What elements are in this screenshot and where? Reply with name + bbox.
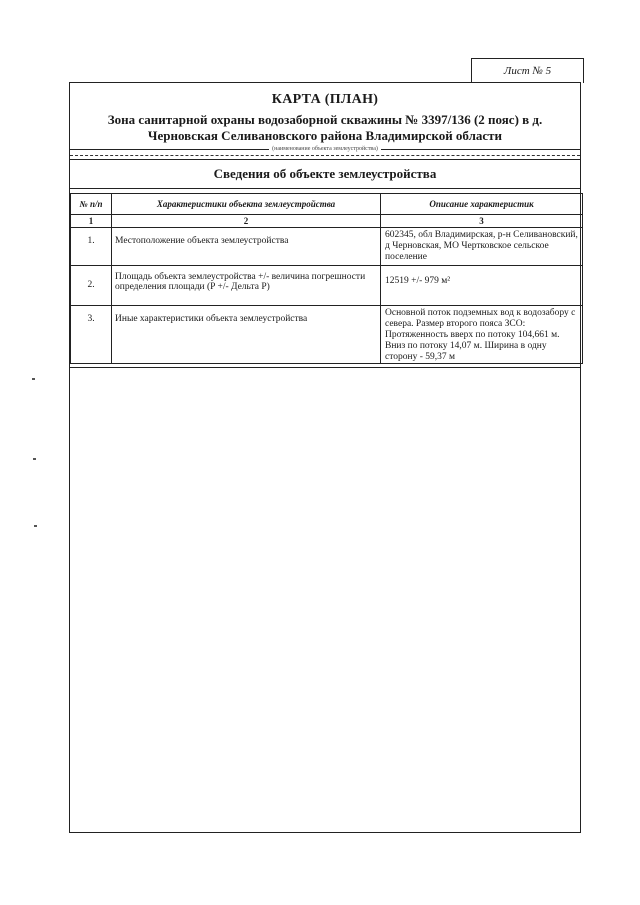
row-description: 602345, обл Владимирская, р-н Селивановский, д Черновская, МО Чертковское сельское поселение — [381, 228, 583, 266]
column-number: 1 — [71, 215, 112, 228]
section-title: Сведения об объекте землеустройства — [213, 166, 437, 181]
row-number: 3. — [71, 306, 112, 364]
row-characteristic: Местоположение объекта землеустройства — [112, 228, 381, 266]
row-characteristic: Иные характеристики объекта землеустройства — [112, 306, 381, 364]
document-title: КАРТА (ПЛАН) — [271, 92, 379, 107]
dashed-separator — [70, 155, 580, 156]
row-characteristic: Площадь объекта землеустройства +/- величина погрешности определения площади (P +/- Дельта P) — [112, 266, 381, 306]
row-description: Основной поток подземных вод к водозабору с севера. Размер второго пояса ЗСО: Протяженность вверх по потоку 104,661 м. Вниз по потоку 14,07 м. Ширина в одну сторону - 59,37 м — [381, 306, 583, 364]
table-row — [71, 266, 583, 306]
header-cell-number: № п/п — [71, 194, 112, 215]
section-header — [70, 159, 580, 189]
column-number-row — [71, 215, 583, 228]
row-number: 2. — [71, 266, 112, 306]
row-number: 1. — [71, 228, 112, 266]
characteristics-table — [70, 193, 583, 364]
header-cell-characteristic: Характеристики объекта землеустройства — [112, 194, 381, 215]
object-caption-text: (наименование объекта землеустройства) — [269, 146, 381, 152]
scan-artifact — [34, 525, 37, 527]
column-number: 3 — [381, 215, 583, 228]
row-description: 12519 +/- 979 м² — [381, 266, 583, 306]
table-header-row — [71, 194, 583, 215]
subtitle-line-1: Зона санитарной охраны водозаборной скважины № 3397/136 (2 пояс) в д. — [107, 112, 543, 127]
table-row — [71, 306, 583, 364]
sheet-number-label: Лист № 5 — [471, 58, 584, 83]
document-subtitle — [70, 112, 580, 144]
document-frame — [69, 82, 581, 833]
scan-artifact — [32, 378, 35, 380]
column-number: 2 — [112, 215, 381, 228]
subtitle-line-2: Черновская Селивановского района Владимирской области — [147, 128, 503, 143]
object-caption — [70, 146, 580, 152]
scan-artifact — [33, 458, 36, 460]
table-bottom-rule — [70, 367, 580, 368]
header-cell-description: Описание характеристик — [381, 194, 583, 215]
table-row — [71, 228, 583, 266]
